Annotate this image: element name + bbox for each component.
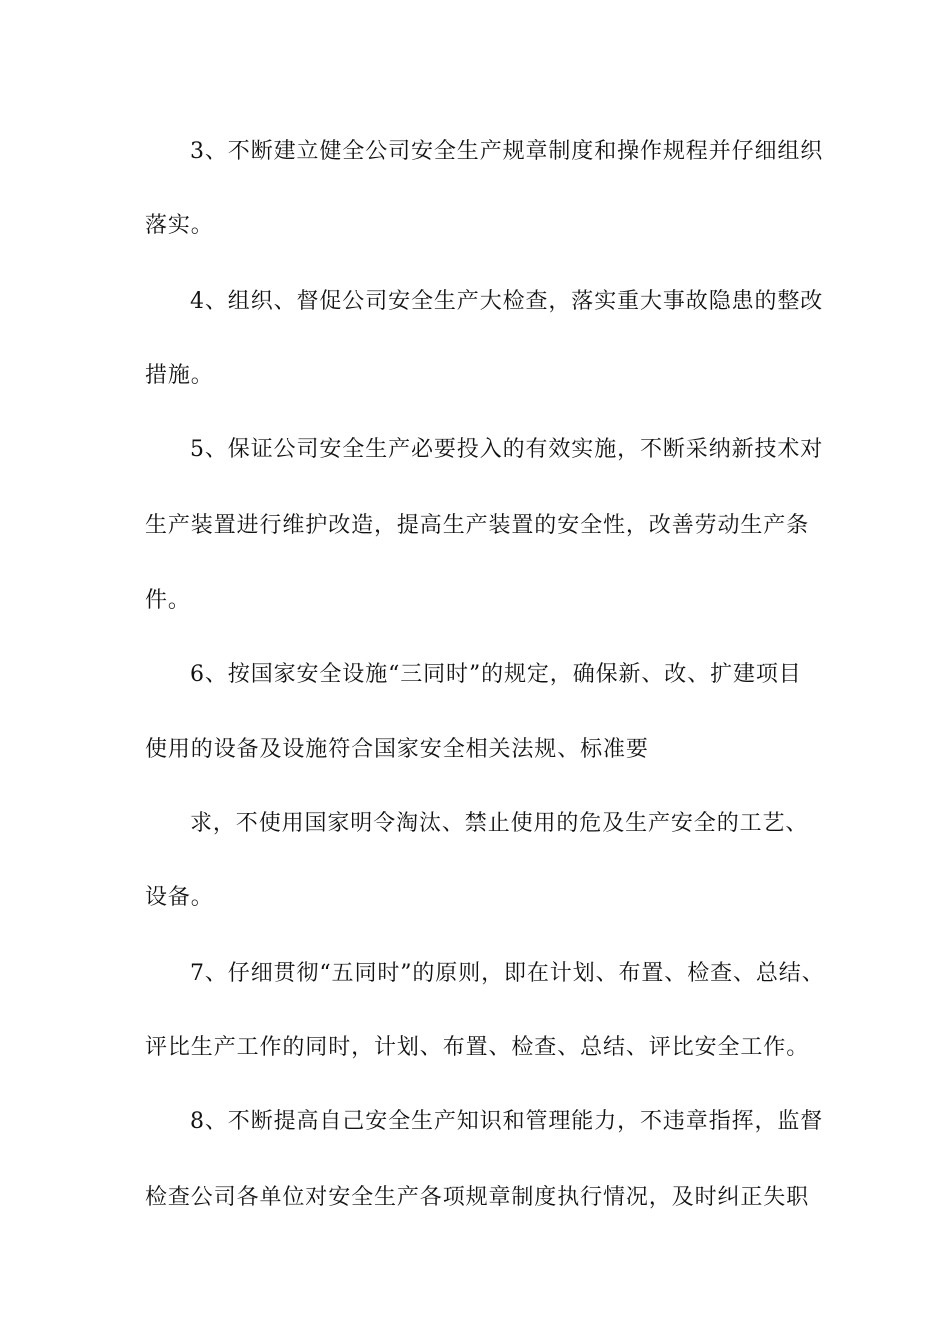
text-line-9: 使用的设备及设施符合国家安全相关法规、标准要 — [145, 737, 649, 762]
text-line-1: 3、不断建立健全公司安全生产规章制度和操作规程并仔细组织 — [190, 139, 824, 164]
text-line-4: 措施。 — [145, 363, 214, 388]
text-line-13: 评比生产工作的同时，计划、布置、检查、总结、评比安全工作。 — [145, 1035, 810, 1060]
text-line-14: 8、不断提高自己安全生产知识和管理能力，不违章指挥，监督 — [190, 1109, 824, 1134]
text-line-2: 落实。 — [145, 213, 214, 238]
text-line-8: 6、按国家安全设施“三同时”的规定，确保新、改、扩建项目 — [190, 662, 802, 687]
text-line-10: 求，不使用国家明令淘汰、禁止使用的危及生产安全的工艺、 — [190, 811, 809, 836]
text-line-12: 7、仔细贯彻“五同时”的原则，即在计划、布置、检查、总结、 — [190, 961, 825, 986]
text-line-3: 4、组织、督促公司安全生产大检查，落实重大事故隐患的整改 — [190, 289, 824, 314]
text-line-6: 生产装置进行维护改造，提高生产装置的安全性，改善劳动生产条 — [145, 513, 810, 538]
text-line-7: 件。 — [145, 588, 191, 613]
text-line-15: 检查公司各单位对安全生产各项规章制度执行情况，及时纠正失职 — [145, 1185, 810, 1210]
text-line-11: 设备。 — [145, 885, 214, 910]
text-line-5: 5、保证公司安全生产必要投入的有效实施，不断采纳新技术对 — [190, 437, 824, 462]
